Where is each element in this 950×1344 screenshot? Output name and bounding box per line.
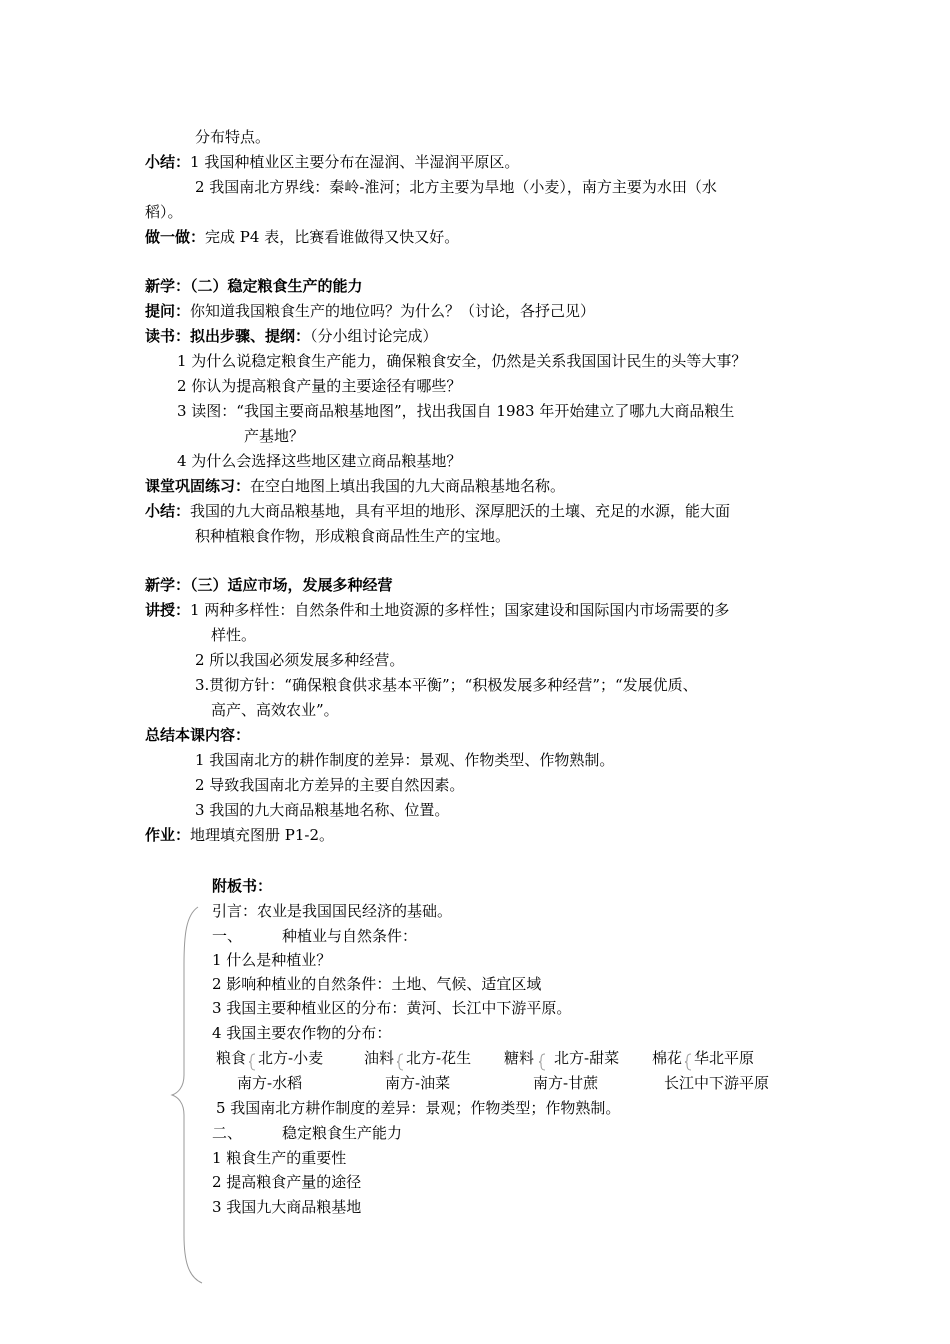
lecture-line: [145, 600, 729, 620]
summary-text-cont: 积种植粮食作物，形成粮食商品性生产的宝地。: [195, 527, 511, 545]
heading-text: 种植业与自然条件：: [282, 927, 418, 945]
lecture-item: 3.贯彻方针：“确保粮食供求基本平衡”；“积极发展多种经营”；“发展优质、: [195, 676, 698, 694]
lecture-item-cont: 高产、高效农业”。: [211, 701, 339, 719]
total-item: 3 我国的九大商品粮基地名称、位置。: [195, 801, 450, 819]
lecture-label: 讲授：: [145, 601, 191, 619]
question-item: 4 为什么会选择这些地区建立商品粮基地？: [177, 452, 462, 470]
lecture-item: 2 所以我国必须发展多种经营。: [195, 651, 405, 669]
total-item: 2 导致我国南北方差异的主要自然因素。: [195, 776, 465, 794]
crop-north: 北方-花生: [406, 1049, 472, 1067]
board-item: 3 我国九大商品粮基地: [212, 1198, 362, 1216]
summary-label: 小结：: [145, 502, 191, 520]
homework-label: 作业：: [145, 826, 191, 844]
read-label: 读书：拟出步骤、提纲：: [145, 327, 311, 345]
brace-tick: [249, 1053, 256, 1071]
do-label: 做一做：: [145, 228, 206, 246]
summary-item-cont: 稻）。: [145, 203, 183, 221]
practice-text: 在空白地图上填出我国的九大商品粮基地名称。: [250, 477, 566, 495]
crop-name: 糖料: [504, 1049, 535, 1067]
do-line: [145, 227, 459, 247]
board-title: 附板书：: [212, 877, 273, 895]
crop-north: 北方-甜菜: [554, 1049, 620, 1067]
summary-item: 1 我国种植业区主要分布在湿润、半湿润平原区。: [190, 153, 520, 171]
board-item: 5 我国南北方耕作制度的差异：景观；作物类型；作物熟制。: [216, 1099, 621, 1117]
crop-south: 长江中下游平原: [664, 1074, 770, 1092]
crop-south: 南方-水稻: [237, 1074, 303, 1092]
brace-tick: [685, 1053, 692, 1071]
crop-name: 棉花: [652, 1049, 683, 1067]
board-intro: 引言：农业是我国国民经济的基础。: [212, 902, 453, 920]
board-item: 3 我国主要种植业区的分布：黄河、长江中下游平原。: [212, 999, 572, 1017]
total-label: 总结本课内容：: [145, 726, 251, 744]
practice-line: [145, 476, 565, 496]
heading-text: 稳定粮食生产能力: [282, 1124, 403, 1142]
board-heading-1: [212, 926, 417, 946]
ask-label: 提问：: [145, 302, 191, 320]
read-line: [145, 326, 438, 346]
crop-name: 粮食: [216, 1049, 247, 1067]
lecture-item: 1 两种多样性：自然条件和土地资源的多样性；国家建设和国际国内市场需要的多: [190, 601, 730, 619]
ask-text: 你知道我国粮食生产的地位吗？为什么？（讨论，各抒己见）: [190, 302, 596, 320]
crop-north: 北方-小麦: [258, 1049, 324, 1067]
brace-tick: [397, 1053, 404, 1071]
heading-num: 一、: [212, 927, 243, 945]
lecture-item-cont: 样性。: [211, 626, 257, 644]
text-line: 分布特点。: [195, 128, 271, 146]
summary-item: 2 我国南北方界线：秦岭-淮河；北方主要为旱地（小麦），南方主要为水田（水: [195, 178, 717, 196]
question-item: 1 为什么说稳定粮食生产能力，确保粮食安全，仍然是关系我国国计民生的头等大事？: [177, 352, 747, 370]
crop-name: 油料: [364, 1049, 395, 1067]
board-item: 2 提高粮食产量的途径: [212, 1173, 362, 1191]
summary-line: [145, 152, 519, 172]
board-item: 1 什么是种植业？: [212, 951, 332, 969]
summary-line: [145, 501, 730, 521]
section-heading: 新学：（二）稳定粮食生产的能力: [145, 277, 363, 295]
left-brace: [168, 905, 208, 1285]
crop-south: 南方-油菜: [385, 1074, 451, 1092]
summary-label: 小结：: [145, 153, 191, 171]
homework-line: [145, 825, 334, 845]
ask-line: [145, 301, 595, 321]
do-text: 完成 P4 表，比赛看谁做得又快又好。: [205, 228, 460, 246]
board-item: 2 影响种植业的自然条件：土地、气候、适宜区域: [212, 975, 542, 993]
question-item: 3 读图：“我国主要商品粮基地图”，找出我国自 1983 年开始建立了哪九大商品粮生: [177, 402, 735, 420]
homework-text: 地理填充图册 P1-2。: [190, 826, 335, 844]
brace-tick: [539, 1053, 546, 1071]
practice-label: 课堂巩固练习：: [145, 477, 251, 495]
board-item: 4 我国主要农作物的分布：: [212, 1024, 392, 1042]
heading-num: 二、: [212, 1124, 243, 1142]
board-item: 1 粮食生产的重要性: [212, 1149, 347, 1167]
crop-north: 华北平原: [694, 1049, 755, 1067]
question-item-cont: 产基地？: [244, 427, 305, 445]
board-heading-2: [212, 1123, 402, 1143]
crop-south: 南方-甘蔗: [533, 1074, 599, 1092]
total-item: 1 我国南北方的耕作制度的差异：景观、作物类型、作物熟制。: [195, 751, 615, 769]
question-item: 2 你认为提高粮食产量的主要途径有哪些？: [177, 377, 462, 395]
section-heading: 新学：（三）适应市场，发展多种经营: [145, 576, 393, 594]
summary-text: 我国的九大商品粮基地，具有平坦的地形、深厚肥沃的土壤、充足的水源，能大面: [190, 502, 731, 520]
read-note: （分小组讨论完成）: [310, 327, 438, 345]
